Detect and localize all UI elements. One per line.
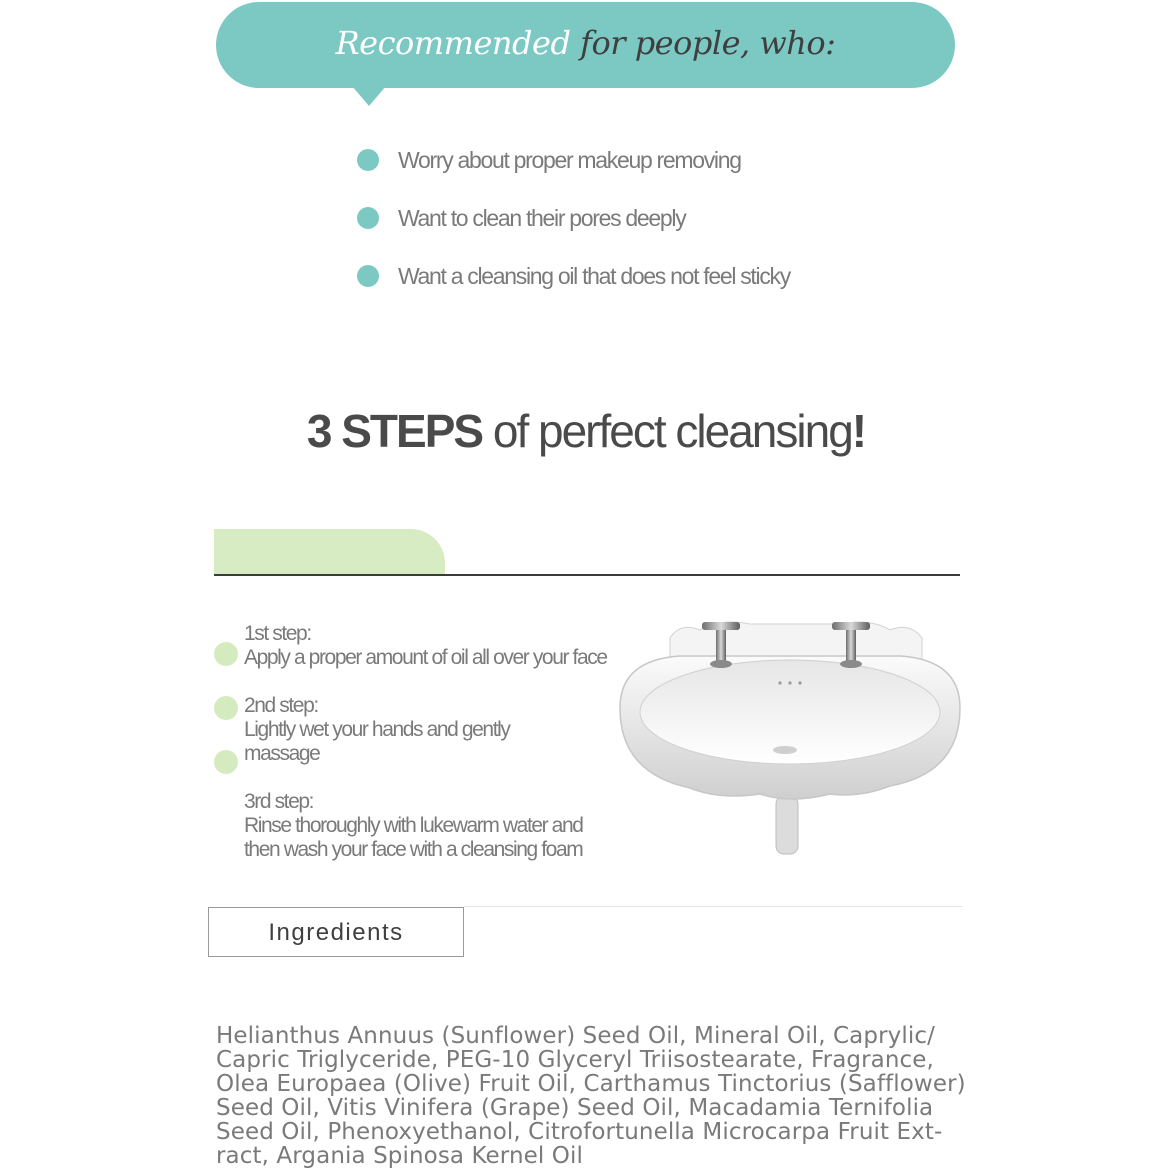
ingredients-divider — [464, 906, 963, 907]
ingredients-tab — [208, 907, 464, 957]
step-2-text: Lightly wet your hands and gently — [244, 718, 510, 741]
recommended-bubble — [216, 2, 955, 88]
sink-icon — [610, 608, 966, 864]
recommended-title-part1: Recommended — [335, 24, 571, 62]
step-bullet-icon — [214, 696, 238, 720]
bullet-icon — [357, 265, 379, 287]
step-3-text: Rinse thoroughly with lukewarm water and — [244, 814, 583, 837]
bullet-icon — [357, 149, 379, 171]
step-2-text-cont: massage — [244, 742, 320, 765]
steps-heading-light: of perfect cleansing — [482, 405, 852, 457]
ingredients-line: Olea Europaea (Olive) Fruit Oil, Carthamus Tinctorius (Safflower) — [216, 1071, 966, 1097]
recommended-text: Want to clean their pores deeply — [398, 205, 686, 231]
section-divider — [214, 574, 960, 576]
step-3-text-cont: then wash your face with a cleansing foam — [244, 838, 583, 861]
bubble-tail — [352, 86, 386, 106]
ingredients-line: ract, Argania Spinosa Kernel Oil — [216, 1143, 583, 1169]
section-tab — [214, 529, 445, 575]
step-bullet-icon — [214, 642, 238, 666]
recommended-title-part2: for people, who: — [580, 24, 836, 62]
steps-heading-exclaim: ! — [851, 405, 866, 457]
step-3-label: 3rd step: — [244, 790, 314, 813]
step-2-label: 2nd step: — [244, 694, 318, 717]
recommended-title — [216, 24, 955, 62]
steps-heading — [0, 404, 1172, 458]
step-1-text: Apply a proper amount of oil all over your face — [244, 646, 607, 669]
ingredients-line: Helianthus Annuus (Sunflower) Seed Oil, Mineral Oil, Caprylic/ — [216, 1023, 935, 1049]
steps-heading-bold: 3 STEPS — [306, 405, 483, 457]
ingredients-list — [216, 1024, 976, 1168]
step-1-label: 1st step: — [244, 622, 311, 645]
ingredients-line: Seed Oil, Vitis Vinifera (Grape) Seed Oil, Macadamia Ternifolia — [216, 1095, 934, 1121]
bullet-icon — [357, 207, 379, 229]
recommended-text: Want a cleansing oil that does not feel sticky — [398, 263, 790, 289]
ingredients-label: Ingredients — [268, 919, 404, 946]
step-bullet-icon — [214, 750, 238, 774]
recommended-text: Worry about proper makeup removing — [398, 147, 741, 173]
ingredients-line: Seed Oil, Phenoxyethanol, Citrofortunella Microcarpa Fruit Ext- — [216, 1119, 943, 1145]
ingredients-line: Capric Triglyceride, PEG-10 Glyceryl Triisostearate, Fragrance, — [216, 1047, 934, 1073]
